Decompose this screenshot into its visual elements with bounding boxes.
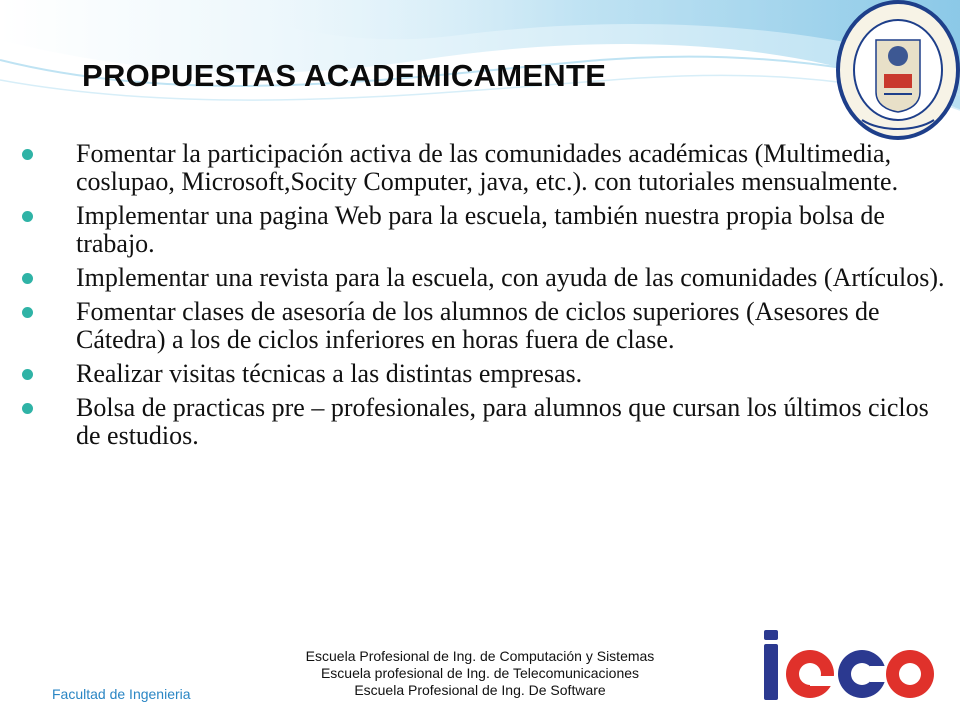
- ieco-logo: [762, 630, 936, 704]
- bullet-dot-icon: [22, 211, 33, 222]
- list-item: [22, 394, 952, 450]
- bullet-dot-icon: [22, 307, 33, 318]
- list-item-text: Bolsa de practicas pre – profesionales, para alumnos que cursan los últimos ciclos de estudios.: [76, 393, 929, 450]
- bullet-dot-icon: [22, 369, 33, 380]
- school-line: Escuela profesional de Ing. de Telecomunicaciones: [320, 665, 640, 681]
- bullet-dot-icon: [22, 403, 33, 414]
- list-item: [22, 298, 952, 354]
- list-item-text: Implementar una pagina Web para la escuela, también nuestra propia bolsa de trabajo.: [76, 201, 885, 258]
- list-item-text: Fomentar la participación activa de las comunidades académicas (Multimedia, coslupao, Microsoft,Socity Computer, java, etc.). con tutoriales mensualmente.: [76, 139, 899, 196]
- list-item-text: Realizar visitas técnicas a las distintas empresas.: [76, 359, 583, 388]
- list-item-text: Implementar una revista para la escuela, con ayuda de las comunidades (Artículos).: [76, 263, 945, 292]
- slide-title: PROPUESTAS ACADEMICAMENTE: [82, 58, 607, 93]
- school-line: Escuela Profesional de Ing. De Software: [354, 682, 606, 698]
- list-item: [22, 264, 952, 292]
- school-line: Escuela Profesional de Ing. de Computación y Sistemas: [305, 648, 655, 664]
- list-item: [22, 360, 952, 388]
- bullet-dot-icon: [22, 273, 33, 284]
- university-seal-logo: [836, 0, 960, 146]
- faculty-label: Facultad de Ingenieria: [52, 686, 191, 702]
- schools-footer: [250, 648, 710, 699]
- list-item: [22, 140, 952, 196]
- bullet-dot-icon: [22, 149, 33, 160]
- proposals-list: [22, 140, 952, 456]
- list-item-text: Fomentar clases de asesoría de los alumnos de ciclos superiores (Asesores de Cátedra) a los de ciclos inferiores en horas fuera de clase.: [76, 297, 880, 354]
- list-item: [22, 202, 952, 258]
